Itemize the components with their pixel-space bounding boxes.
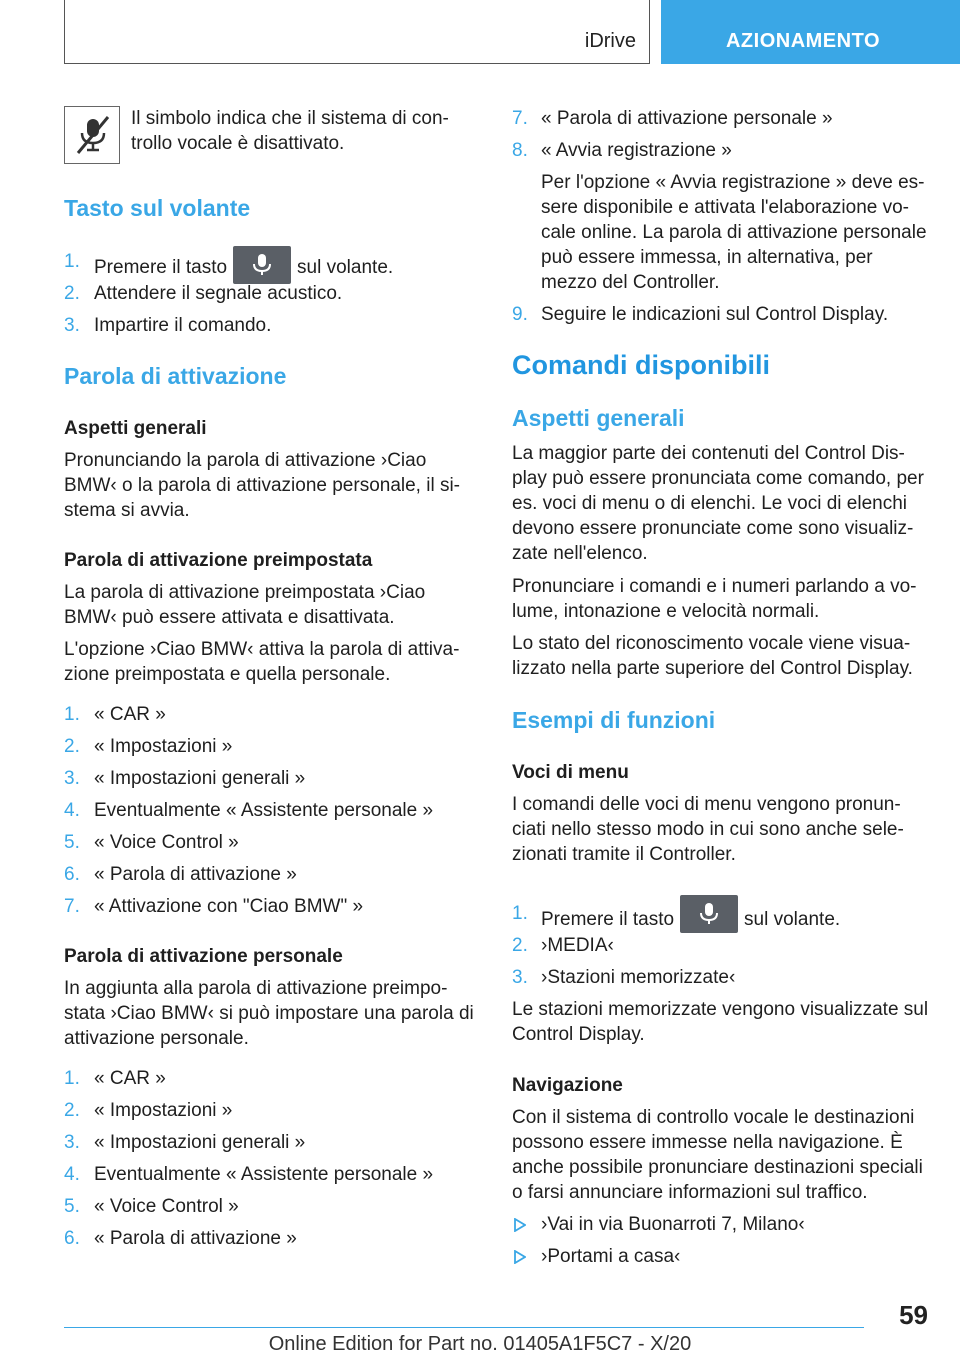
- paragraph-line: lume, intonazione e velocità normali.: [512, 601, 820, 622]
- step-number: 6.: [64, 864, 80, 885]
- paragraph-line: BMW‹ può essere attivata e disattivata.: [64, 607, 395, 628]
- paragraph-line: In aggiunta alla parola di attivazione preimpo-: [64, 978, 448, 999]
- microphone-button-icon: [680, 895, 738, 933]
- paragraph-line: es. voci di menu o di elenchi. Le voci di elenchi: [512, 493, 908, 514]
- step-number: 3.: [64, 768, 80, 789]
- paragraph-line: lizzato nella parte superiore del Control Display.: [512, 658, 913, 679]
- paragraph-line: Con il sistema di controllo vocale le destinazioni: [512, 1107, 915, 1128]
- heading-tasto: Tasto sul volante: [64, 195, 251, 221]
- paragraph-line: BMW‹ o la parola di attivazione personale, il si-: [64, 475, 461, 496]
- paragraph-line: o farsi annunciare informazioni sul traffico.: [512, 1182, 868, 1203]
- step-text: « Voice Control »: [94, 1196, 239, 1217]
- paragraph-line: ciati nello stesso modo in cui sono anche sele-: [512, 819, 904, 840]
- step-number: 3.: [64, 1132, 80, 1153]
- step-number: 4.: [64, 800, 80, 821]
- paragraph-line: anche possibile pronunciare destinazioni speciali: [512, 1157, 923, 1178]
- heading-esempi: Esempi di funzioni: [512, 707, 716, 733]
- step-number: 1.: [64, 704, 80, 725]
- step-text: « Voice Control »: [94, 832, 239, 853]
- subheading-navigazione: Navigazione: [512, 1075, 623, 1096]
- paragraph-line: zionati tramite il Controller.: [512, 844, 736, 865]
- step-number: 2.: [64, 283, 80, 304]
- paragraph-line: devono essere pronunciate come sono visualiz-: [512, 518, 914, 539]
- step-text: ›MEDIA‹: [541, 935, 614, 956]
- heading-comandi: Comandi disponibili: [512, 350, 770, 380]
- intro-line-1: Il simbolo indica che il sistema di con-: [131, 108, 449, 129]
- step-text: « Impostazioni generali »: [94, 1132, 306, 1153]
- step-number: 2.: [512, 935, 528, 956]
- step-number: 1.: [512, 903, 528, 924]
- step-text: Seguire le indicazioni sul Control Display.: [541, 304, 889, 325]
- step-number: 6.: [64, 1228, 80, 1249]
- step-text: « Parola di attivazione »: [94, 1228, 297, 1249]
- microphone-button-icon: [233, 246, 291, 284]
- paragraph-line: play può essere pronunciata come comando, per: [512, 468, 924, 489]
- bullet-text: ›Vai in via Buonarroti 7, Milano‹: [541, 1214, 805, 1235]
- header-section: iDrive: [584, 30, 636, 52]
- step-number: 5.: [64, 1196, 80, 1217]
- paragraph-line: stema si avvia.: [64, 500, 190, 521]
- paragraph-line: zate nell'elenco.: [512, 543, 648, 564]
- note-line: Per l'opzione « Avvia registrazione » deve es-: [541, 172, 925, 193]
- step-text: Premere il tasto sul volante.: [541, 901, 840, 939]
- header-chapter: AZIONAMENTO: [725, 30, 880, 52]
- paragraph-line: Le stazioni memorizzate vengono visualizzate sul: [512, 999, 929, 1020]
- paragraph-line: Pronunciando la parola di attivazione ›Ciao: [64, 450, 427, 471]
- step-text: Attendere il segnale acustico.: [94, 283, 343, 304]
- bullet-text: ›Portami a casa‹: [541, 1246, 681, 1267]
- step-number: 5.: [64, 832, 80, 853]
- step-number: 2.: [64, 736, 80, 757]
- paragraph-line: La parola di attivazione preimpostata ›Ciao: [64, 582, 426, 603]
- paragraph-line: Lo stato del riconoscimento vocale viene visua-: [512, 633, 911, 654]
- step-text: « Avvia registrazione »: [541, 140, 732, 161]
- note-line: mezzo del Controller.: [541, 272, 720, 293]
- step-text: « Parola di attivazione »: [94, 864, 297, 885]
- step-number: 1.: [64, 1068, 80, 1089]
- subheading-generali: Aspetti generali: [64, 418, 207, 439]
- step-text: « Impostazioni »: [94, 736, 233, 757]
- note-line: cale online. La parola di attivazione personale: [541, 222, 927, 243]
- heading-parola: Parola di attivazione: [64, 363, 287, 389]
- note-line: sere disponibile e attivata l'elaborazione vo-: [541, 197, 910, 218]
- footer-edition: Online Edition for Part no. 01405A1F5C7 - X/20: [268, 1333, 692, 1355]
- step-number: 1.: [64, 251, 80, 272]
- page-number: 59: [899, 1300, 928, 1330]
- paragraph-line: zione preimpostata e quella personale.: [64, 664, 391, 685]
- step-number: 3.: [512, 967, 528, 988]
- subheading-preimpostata: Parola di attivazione preimpostata: [64, 550, 373, 571]
- paragraph-line: La maggior parte dei contenuti del Control Dis-: [512, 443, 905, 464]
- voice-control-off-icon: [64, 106, 120, 164]
- paragraph-line: I comandi delle voci di menu vengono pronun-: [512, 794, 901, 815]
- heading-generali: Aspetti generali: [512, 405, 685, 431]
- step-number: 2.: [64, 1100, 80, 1121]
- step-text: Impartire il comando.: [94, 315, 272, 336]
- paragraph-line: Control Display.: [512, 1024, 645, 1045]
- paragraph-line: stata ›Ciao BMW‹ si può impostare una parola di: [64, 1003, 474, 1024]
- step-text: Eventualmente « Assistente personale »: [94, 800, 434, 821]
- step-number: 4.: [64, 1164, 80, 1185]
- paragraph-line: L'opzione ›Ciao BMW‹ attiva la parola di attiva-: [64, 639, 460, 660]
- note-line: può essere immessa, in alternativa, per: [541, 247, 873, 268]
- step-text: « Parola di attivazione personale »: [541, 108, 833, 129]
- paragraph-line: attivazione personale.: [64, 1028, 249, 1049]
- step-number: 3.: [64, 315, 80, 336]
- paragraph-line: Pronunciare i comandi e i numeri parlando a vo-: [512, 576, 917, 597]
- step-text: Premere il tasto sul volante.: [94, 249, 393, 287]
- step-text: ›Stazioni memorizzate‹: [541, 967, 736, 988]
- step-text: « CAR »: [94, 1068, 166, 1089]
- step-text: « Attivazione con "Ciao BMW" »: [94, 896, 364, 917]
- triangle-bullet-icon: [514, 1250, 526, 1269]
- step-number: 8.: [512, 140, 528, 161]
- step-text: « Impostazioni generali »: [94, 768, 306, 789]
- triangle-bullet-icon: [514, 1218, 526, 1237]
- step-number: 7.: [64, 896, 80, 917]
- step-number: 7.: [512, 108, 528, 129]
- intro-line-2: trollo vocale è disattivato.: [131, 133, 345, 154]
- header-frame: [64, 0, 650, 64]
- subheading-personale: Parola di attivazione personale: [64, 946, 343, 967]
- footer-divider: [64, 1327, 864, 1328]
- step-number: 9.: [512, 304, 528, 325]
- step-text: « CAR »: [94, 704, 166, 725]
- subheading-menu: Voci di menu: [512, 762, 629, 783]
- paragraph-line: possono essere immesse nella navigazione. È: [512, 1132, 903, 1153]
- step-text: Eventualmente « Assistente personale »: [94, 1164, 434, 1185]
- step-text: « Impostazioni »: [94, 1100, 233, 1121]
